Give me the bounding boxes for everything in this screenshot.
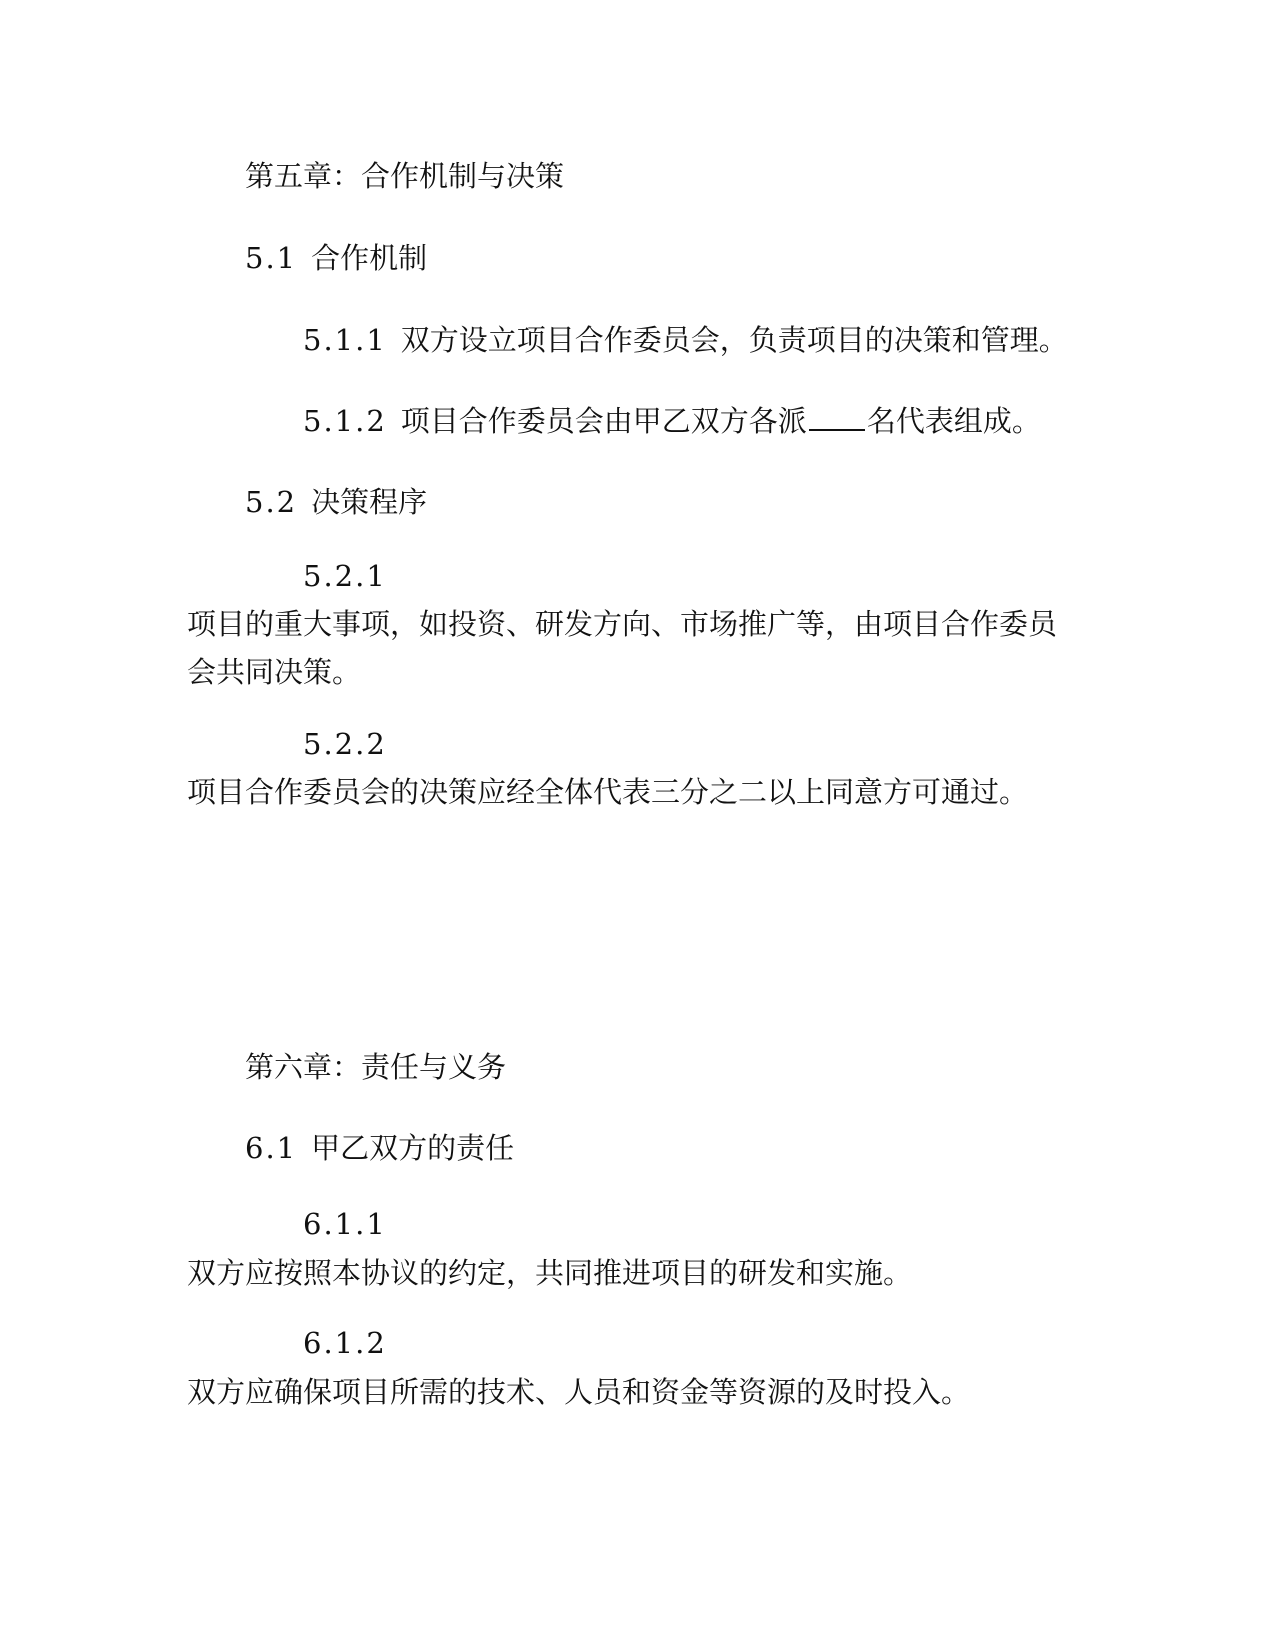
section-number: 5.1 (245, 241, 298, 275)
clause-5-2-1-number (303, 556, 387, 596)
section-5-1-heading (245, 238, 427, 278)
clause-number: 5.1.2 (303, 404, 387, 438)
chapter-5-title: 第五章：合作机制与决策 (245, 159, 565, 193)
chapter-6-title: 第六章：责任与义务 (245, 1050, 507, 1084)
clause-5-1-2 (303, 401, 1041, 441)
clause-5-2-2-text: 项目合作委员会的决策应经全体代表三分之二以上同意方可通过。 (187, 775, 1029, 809)
section-title: 合作机制 (311, 241, 428, 275)
clause-5-2-1-text: 项目的重大事项，如投资、研发方向、市场推广等，由项目合作委员会共同决策。 (187, 607, 1058, 689)
section-6-1-heading (245, 1128, 514, 1168)
section-number: 6.1 (245, 1131, 298, 1165)
clause-text-before: 项目合作委员会由甲乙双方各派 (400, 404, 807, 438)
clause-6-1-2-number (303, 1323, 387, 1363)
clause-number: 5.2.1 (303, 559, 387, 593)
clause-5-1-1 (303, 320, 1068, 360)
fill-in-blank (809, 403, 865, 431)
clause-6-1-2-text: 双方应确保项目所需的技术、人员和资金等资源的及时投入。 (187, 1375, 971, 1409)
clause-number: 6.1.2 (303, 1326, 387, 1360)
section-5-2-heading (245, 482, 427, 522)
section-number: 5.2 (245, 485, 298, 519)
clause-text-after: 名代表组成。 (866, 404, 1041, 438)
clause-text: 双方设立项目合作委员会，负责项目的决策和管理。 (400, 323, 1068, 357)
section-title: 甲乙双方的责任 (311, 1131, 515, 1165)
clause-6-1-1-text: 双方应按照本协议的约定，共同推进项目的研发和实施。 (187, 1256, 913, 1290)
clause-6-1-1-number (303, 1204, 387, 1244)
clause-number: 6.1.1 (303, 1207, 387, 1241)
clause-5-2-2-number (303, 724, 387, 764)
clause-number: 5.1.1 (303, 323, 387, 357)
clause-number: 5.2.2 (303, 727, 387, 761)
section-title: 决策程序 (311, 485, 428, 519)
